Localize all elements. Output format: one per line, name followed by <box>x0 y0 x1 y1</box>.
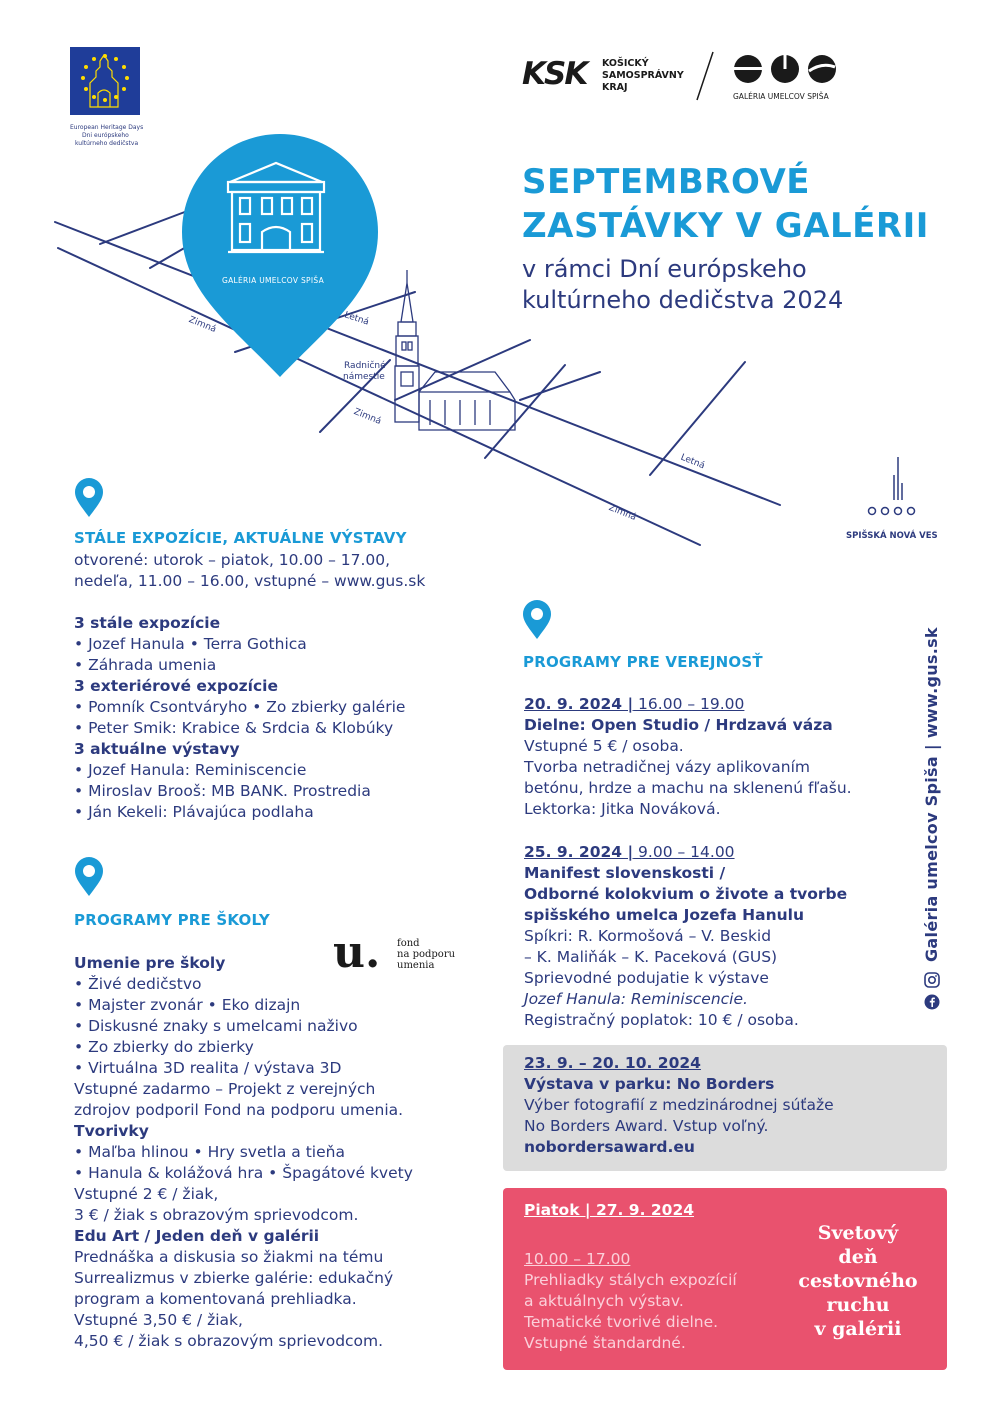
program-title: Edu Art / Jeden deň v galérii <box>74 1227 320 1245</box>
subtitle-line-1: v rámci Dní európskeho <box>522 255 807 283</box>
fund-line-1: fond <box>397 938 420 949</box>
event-line: a aktuálnych výstav. <box>524 1292 684 1310</box>
program-line: • Živé dedičstvo <box>74 975 202 993</box>
event-date-row <box>524 694 852 715</box>
map-pin-label: GALÉRIA UMELCOV SPIŠA <box>222 276 325 285</box>
event-line: Prehliadky stálych expozícií <box>524 1271 737 1289</box>
list-item: • Jozef Hanula • Terra Gothica <box>74 635 307 653</box>
list-item: • Záhrada umenia <box>74 656 217 674</box>
event-line: Lektorka: Jitka Nováková. <box>524 800 721 818</box>
public-heading: PROGRAMY PRE VEREJNOSŤ <box>523 653 763 671</box>
badge-line: cestovného <box>798 1270 918 1292</box>
event-4 <box>524 1200 737 1354</box>
ksk-line-2: SAMOSPRÁVNY <box>602 70 684 81</box>
event-title: spišského umelca Jozefa Hanulu <box>524 906 805 924</box>
page-title-line-1: SEPTEMBROVÉ <box>522 162 811 202</box>
location-pin-icon <box>74 478 104 518</box>
street-line <box>485 365 565 458</box>
gus-caption: GALÉRIA UMELCOV SPIŠA <box>733 92 829 101</box>
city-logo <box>846 455 948 541</box>
tourism-day-badge <box>778 1221 938 1341</box>
event-2 <box>524 842 847 1031</box>
list-item: • Ján Kekeli: Plávajúca podlaha <box>74 803 314 821</box>
event-link[interactable]: nobordersaward.eu <box>524 1138 695 1156</box>
event-line: Tvorba netradičnej vázy aplikovaním <box>524 758 810 776</box>
program-line: Vstupné 3,50 € / žiak, <box>74 1311 243 1329</box>
eu-caption-1: European Heritage Days <box>70 124 144 131</box>
permanent-heading: STÁLE EXPOZÍCIE, AKTUÁLNE VÝSTAVY <box>74 529 407 547</box>
hours-line-1: otvorené: utorok – piatok, 10.00 – 17.00, <box>74 551 391 569</box>
permanent-hours <box>74 550 425 592</box>
event-line: Jozef Hanula: Reminiscencie. <box>524 990 748 1008</box>
program-line: • Zo zbierky do zbierky <box>74 1038 254 1056</box>
fund-mark: u. <box>333 927 381 978</box>
event-title: Výstava v parku: No Borders <box>524 1075 775 1093</box>
square-label-line-1: Radničné <box>344 361 386 371</box>
page-title-line-2: ZASTÁVKY V GALÉRII <box>522 206 929 246</box>
event-title: Manifest slovenskosti / <box>524 864 726 882</box>
badge-line: v galérii <box>814 1318 902 1340</box>
event-line: – K. Maliňák – K. Paceková (GUS) <box>524 948 778 966</box>
event-line: Registračný poplatok: 10 € / osoba. <box>524 1011 799 1029</box>
event-title: Dielne: Open Studio / Hrdzavá váza <box>524 716 833 734</box>
event-date: Piatok | 27. 9. 2024 <box>524 1201 695 1219</box>
program-line: Vstupné 2 € / žiak, <box>74 1185 219 1203</box>
list-item: • Peter Smik: Krabice & Srdcia & Klobúky <box>74 719 394 737</box>
event-time: 10.00 – 17.00 <box>524 1250 631 1268</box>
event-line: Vstupné 5 € / osoba. <box>524 737 684 755</box>
event-date: 20. 9. 2024 | <box>524 695 634 713</box>
schools-list <box>74 953 413 1352</box>
city-mark-icon <box>858 455 928 517</box>
subtitle-line-2: kultúrneho dedičstva 2024 <box>522 286 844 314</box>
permanent-list <box>74 613 405 823</box>
instagram-icon[interactable] <box>924 972 940 988</box>
street-line <box>100 210 190 244</box>
street-label-zimna-3: Zimná <box>607 502 638 524</box>
street-label-letna-2: Letná <box>679 452 707 472</box>
location-pin-icon <box>522 600 552 640</box>
street-line <box>58 248 700 545</box>
event-date: 25. 9. 2024 | <box>524 843 634 861</box>
eu-caption-2: Dni európskeho <box>82 132 129 139</box>
group-title: 3 aktuálne výstavy <box>74 740 240 758</box>
street-line <box>520 372 600 400</box>
map-pin <box>182 134 378 377</box>
eu-caption-3: kultúrneho dedičstva <box>75 140 139 147</box>
program-line: • Majster zvonár • Eko dizajn <box>74 996 301 1014</box>
church-icon <box>395 270 515 430</box>
program-line: 3 € / žiak s obrazovým sprievodcom. <box>74 1206 359 1224</box>
program-line: Prednáška a diskusia so žiakmi na tému <box>74 1248 384 1266</box>
badge-line: deň <box>838 1246 878 1268</box>
ksk-mark: KSK <box>522 56 587 92</box>
badge-line: Svetový <box>817 1222 899 1244</box>
list-item: • Pomník Csontváryho • Zo zbierky galérie <box>74 698 406 716</box>
event-line: Výber fotografií z medzinárodnej súťaže <box>524 1096 834 1114</box>
ksk-line-1: KOŠICKÝ <box>602 58 649 69</box>
event-date-row <box>524 842 847 863</box>
list-item: • Jozef Hanula: Reminiscencie <box>74 761 307 779</box>
location-pin-icon <box>74 857 104 897</box>
program-line: 4,50 € / žiak s obrazovým sprievodcom. <box>74 1332 384 1350</box>
street-map <box>0 0 1000 560</box>
program-line: • Maľba hlinou • Hry svetla a tieňa <box>74 1143 345 1161</box>
program-line: Vstupné zadarmo – Projekt z verejných <box>74 1080 376 1098</box>
event-3 <box>524 1053 834 1158</box>
program-line: • Diskusné znaky s umelcami naživo <box>74 1017 358 1035</box>
street-label-zimna-2: Zimná <box>352 406 383 428</box>
side-website-text: Galéria umelcov Spiša | www.gus.sk <box>922 627 941 962</box>
square-label-line-2: námestie <box>343 372 385 382</box>
program-line: • Virtuálna 3D realita / výstava 3D <box>74 1059 342 1077</box>
program-line: • Hanula & kolážová hra • Špagátové kvety <box>74 1164 413 1182</box>
event-line: No Borders Award. Vstup voľný. <box>524 1117 769 1135</box>
fund-line-3: umenia <box>397 960 435 971</box>
event-line: Tematické tvorivé dielne. <box>524 1313 719 1331</box>
event-date: 23. 9. – 20. 10. 2024 <box>524 1054 701 1072</box>
event-title: Odborné kolokvium o živote a tvorbe <box>524 885 848 903</box>
program-title: Tvorivky <box>74 1122 149 1140</box>
street-label-letna-1: Letná <box>343 310 371 328</box>
facebook-icon[interactable] <box>924 994 940 1010</box>
program-line: Surrealizmus v zbierke galérie: edukačný <box>74 1269 394 1287</box>
list-item: • Miroslav Brooš: MB BANK. Prostredia <box>74 782 371 800</box>
city-label: SPIŠSKÁ NOVÁ VES <box>846 531 938 541</box>
program-line: program a komentovaná prehliadka. <box>74 1290 357 1308</box>
event-time: 16.00 – 19.00 <box>633 695 745 713</box>
program-line: zdrojov podporil Fond na podporu umenia. <box>74 1101 404 1119</box>
ksk-line-3: KRAJ <box>602 82 628 93</box>
event-time: 9.00 – 14.00 <box>633 843 735 861</box>
group-title: 3 exteriérové expozície <box>74 677 278 695</box>
badge-line: ruchu <box>826 1294 890 1316</box>
group-title: 3 stále expozície <box>74 614 221 632</box>
event-line: betónu, hrdze a machu na sklenenú fľašu. <box>524 779 852 797</box>
event-line: Spíkri: R. Kormošová – V. Beskid <box>524 927 772 945</box>
hours-line-2: nedeľa, 11.00 – 16.00, vstupné – www.gus.sk <box>74 572 426 590</box>
event-1 <box>524 694 852 820</box>
event-line: Vstupné štandardné. <box>524 1334 686 1352</box>
street-label-zimna-1: Zimná <box>187 314 218 336</box>
event-line: Sprievodné podujatie k výstave <box>524 969 769 987</box>
fund-line-2: na podporu <box>397 949 456 960</box>
schools-heading: PROGRAMY PRE ŠKOLY <box>74 911 270 929</box>
program-title: Umenie pre školy <box>74 954 226 972</box>
